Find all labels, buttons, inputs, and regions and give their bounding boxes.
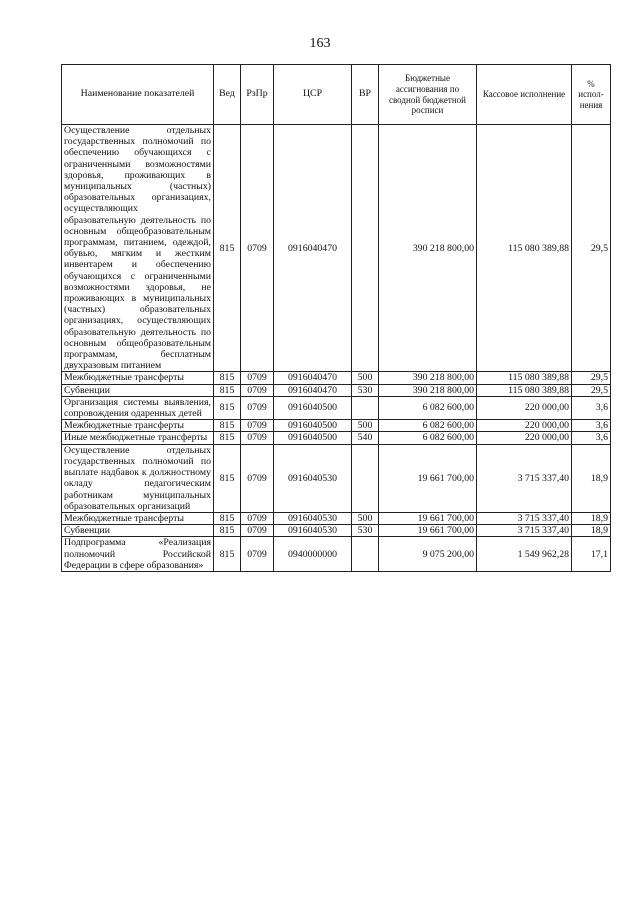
row-vr xyxy=(352,444,379,512)
row-percent: 18,9 xyxy=(572,444,611,512)
row-vr xyxy=(352,125,379,372)
row-ved: 815 xyxy=(214,384,241,396)
row-cash: 3 715 337,40 xyxy=(477,444,572,512)
row-ved: 815 xyxy=(214,396,241,419)
table-row xyxy=(62,396,611,419)
row-percent: 29,5 xyxy=(572,372,611,384)
row-name: Субвенции xyxy=(62,384,214,396)
row-csr: 0916040500 xyxy=(274,396,352,419)
row-rzpr: 0709 xyxy=(241,444,274,512)
row-percent: 18,9 xyxy=(572,525,611,537)
row-budget: 6 082 600,00 xyxy=(379,420,477,432)
budget-execution-table xyxy=(61,64,611,572)
row-cash: 3 715 337,40 xyxy=(477,512,572,524)
row-budget: 6 082 600,00 xyxy=(379,396,477,419)
row-percent: 3,6 xyxy=(572,432,611,444)
header-percent: % испол-нения xyxy=(572,65,611,125)
row-budget: 19 661 700,00 xyxy=(379,525,477,537)
row-budget: 19 661 700,00 xyxy=(379,512,477,524)
row-name: Осуществление отдельных государственных полномочий по обеспечению обучающихся с ограниченными возможностями здоровья, проживающих в муниципальных (частных) образовательных организациях, осуществляющих образовательную деятельность по основным общеобразовательным программам, питанием, одеждой, обувью, мягким и жестким инвентарем и обеспечению обучающихся с ограниченными возможностями здоровья, не проживающих в муниципальных (частных) образовательных организациях, осуществляющих образовательную деятельность по основным общеобразовательным программам, бесплатным двухразовым питанием xyxy=(62,125,214,372)
table-header-row xyxy=(62,65,611,125)
row-ved: 815 xyxy=(214,420,241,432)
row-vr: 530 xyxy=(352,525,379,537)
row-csr: 0916040530 xyxy=(274,525,352,537)
row-name: Межбюджетные трансферты xyxy=(62,420,214,432)
row-vr xyxy=(352,537,379,572)
row-budget: 19 661 700,00 xyxy=(379,444,477,512)
row-vr: 540 xyxy=(352,432,379,444)
row-name: Осуществление отдельных государственных полномочий по выплате надбавок к должностному окладу педагогическим работникам муниципальных образовательных организаций xyxy=(62,444,214,512)
row-rzpr: 0709 xyxy=(241,537,274,572)
row-cash: 220 000,00 xyxy=(477,420,572,432)
row-csr: 0916040500 xyxy=(274,432,352,444)
row-rzpr: 0709 xyxy=(241,525,274,537)
row-budget: 9 075 200,00 xyxy=(379,537,477,572)
header-budget: Бюджетные ассигнования по сводной бюджетной росписи xyxy=(379,65,477,125)
row-budget: 6 082 600,00 xyxy=(379,432,477,444)
row-name: Межбюджетные трансферты xyxy=(62,372,214,384)
row-ved: 815 xyxy=(214,125,241,372)
row-percent: 17,1 xyxy=(572,537,611,572)
row-cash: 115 080 389,88 xyxy=(477,125,572,372)
table-row xyxy=(62,372,611,384)
table-row xyxy=(62,512,611,524)
row-rzpr: 0709 xyxy=(241,432,274,444)
row-name: Субвенции xyxy=(62,525,214,537)
table-row xyxy=(62,444,611,512)
row-cash: 115 080 389,88 xyxy=(477,372,572,384)
row-vr: 500 xyxy=(352,372,379,384)
header-name: Наименование показателей xyxy=(62,65,214,125)
table-row xyxy=(62,537,611,572)
page-number: 163 xyxy=(309,36,331,51)
row-percent: 3,6 xyxy=(572,396,611,419)
row-percent: 29,5 xyxy=(572,125,611,372)
row-name: Межбюджетные трансферты xyxy=(62,512,214,524)
row-percent: 3,6 xyxy=(572,420,611,432)
row-csr: 0916040500 xyxy=(274,420,352,432)
row-cash: 1 549 962,28 xyxy=(477,537,572,572)
row-csr: 0916040470 xyxy=(274,384,352,396)
row-ved: 815 xyxy=(214,512,241,524)
row-ved: 815 xyxy=(214,525,241,537)
table-row xyxy=(62,525,611,537)
header-csr: ЦСР xyxy=(274,65,352,125)
row-rzpr: 0709 xyxy=(241,396,274,419)
header-cash: Кассовое исполнение xyxy=(477,65,572,125)
row-vr: 530 xyxy=(352,384,379,396)
header-ved: Вед xyxy=(214,65,241,125)
row-rzpr: 0709 xyxy=(241,420,274,432)
row-vr xyxy=(352,396,379,419)
row-csr: 0916040470 xyxy=(274,125,352,372)
header-vr: ВР xyxy=(352,65,379,125)
row-cash: 220 000,00 xyxy=(477,432,572,444)
row-cash: 3 715 337,40 xyxy=(477,525,572,537)
header-rzpr: РзПр xyxy=(241,65,274,125)
row-rzpr: 0709 xyxy=(241,512,274,524)
row-percent: 18,9 xyxy=(572,512,611,524)
row-budget: 390 218 800,00 xyxy=(379,125,477,372)
table-row xyxy=(62,432,611,444)
row-name: Иные межбюджетные трансферты xyxy=(62,432,214,444)
row-rzpr: 0709 xyxy=(241,372,274,384)
row-ved: 815 xyxy=(214,432,241,444)
row-rzpr: 0709 xyxy=(241,125,274,372)
row-vr: 500 xyxy=(352,420,379,432)
row-rzpr: 0709 xyxy=(241,384,274,396)
table-row xyxy=(62,384,611,396)
row-percent: 29,5 xyxy=(572,384,611,396)
row-cash: 220 000,00 xyxy=(477,396,572,419)
row-csr: 0916040470 xyxy=(274,372,352,384)
table-row xyxy=(62,420,611,432)
row-csr: 0940000000 xyxy=(274,537,352,572)
row-budget: 390 218 800,00 xyxy=(379,384,477,396)
row-vr: 500 xyxy=(352,512,379,524)
row-ved: 815 xyxy=(214,372,241,384)
row-ved: 815 xyxy=(214,444,241,512)
row-budget: 390 218 800,00 xyxy=(379,372,477,384)
row-name: Подпрограмма «Реализация полномочий Российской Федерации в сфере образования» xyxy=(62,537,214,572)
row-name: Организация системы выявления, сопровождения одаренных детей xyxy=(62,396,214,419)
row-ved: 815 xyxy=(214,537,241,572)
table-row xyxy=(62,125,611,372)
row-csr: 0916040530 xyxy=(274,444,352,512)
row-csr: 0916040530 xyxy=(274,512,352,524)
row-cash: 115 080 389,88 xyxy=(477,384,572,396)
